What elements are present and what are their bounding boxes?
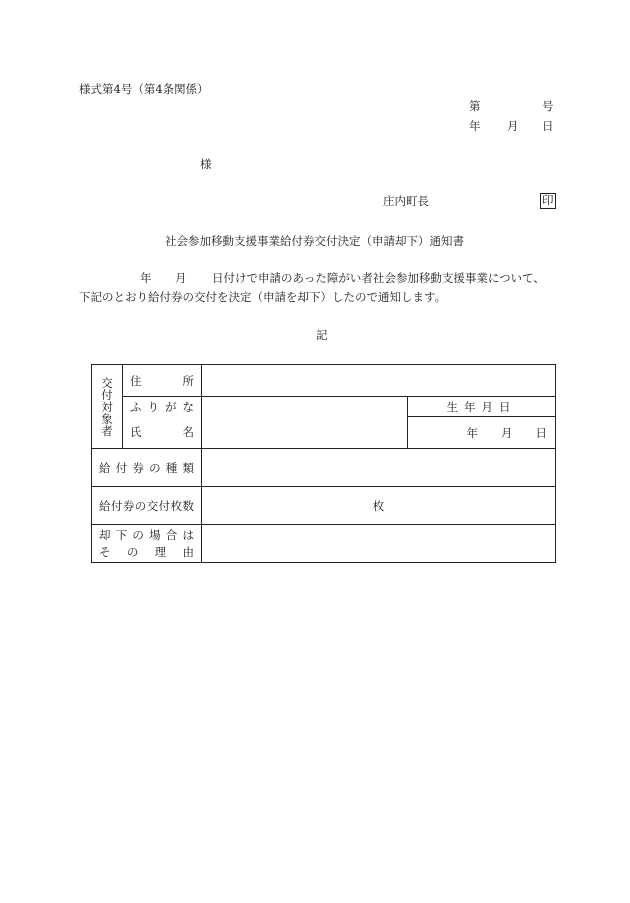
document-title: 社会参加移動支援事業給付券交付決定（申請却下）通知書 xyxy=(165,234,464,248)
body-year: 年 xyxy=(140,271,152,285)
birthdate-header: 生年月日 xyxy=(408,397,556,417)
doc-number-dai: 第 xyxy=(469,99,481,113)
issuer-name: 庄内町長 xyxy=(383,194,429,208)
voucher-type-field[interactable] xyxy=(202,449,556,487)
application-table xyxy=(91,364,556,563)
voucher-count-label: 給付券の交付枚数 xyxy=(92,487,202,525)
rejection-reason-label: 却下の場合は その理由 xyxy=(92,525,202,563)
name-field[interactable] xyxy=(202,397,408,449)
body-month: 月 xyxy=(175,271,187,285)
date-year: 年 xyxy=(469,119,481,133)
ki-label: 記 xyxy=(316,328,328,342)
date-day: 日 xyxy=(542,119,554,133)
voucher-count-field[interactable] xyxy=(202,487,556,525)
address-field[interactable] xyxy=(202,365,556,397)
furigana-label: ふりがな xyxy=(123,397,202,417)
name-label: 氏名 xyxy=(123,417,202,449)
seal-mark: 印 xyxy=(542,193,554,207)
recipient-group-label: 交 付 対 象 者 xyxy=(92,365,123,449)
body-line1: 日付けで申請のあった障がい者社会参加移動支援事業について、 xyxy=(212,271,545,285)
rejection-reason-field[interactable] xyxy=(202,525,556,563)
date-month: 月 xyxy=(507,119,519,133)
address-label: 住所 xyxy=(123,365,202,397)
voucher-type-label: 給付券の種類 xyxy=(92,449,202,487)
form-number: 様式第4号（第4条関係） xyxy=(79,82,209,96)
birthdate-field[interactable]: 年 月 日 xyxy=(408,417,556,449)
body-line2: 下記のとおり給付券の交付を決定（申請を却下）したので通知します。 xyxy=(79,290,447,304)
doc-number-go: 号 xyxy=(542,99,554,113)
voucher-unit: 枚 xyxy=(372,498,385,513)
addressee-honorific: 様 xyxy=(200,157,212,171)
